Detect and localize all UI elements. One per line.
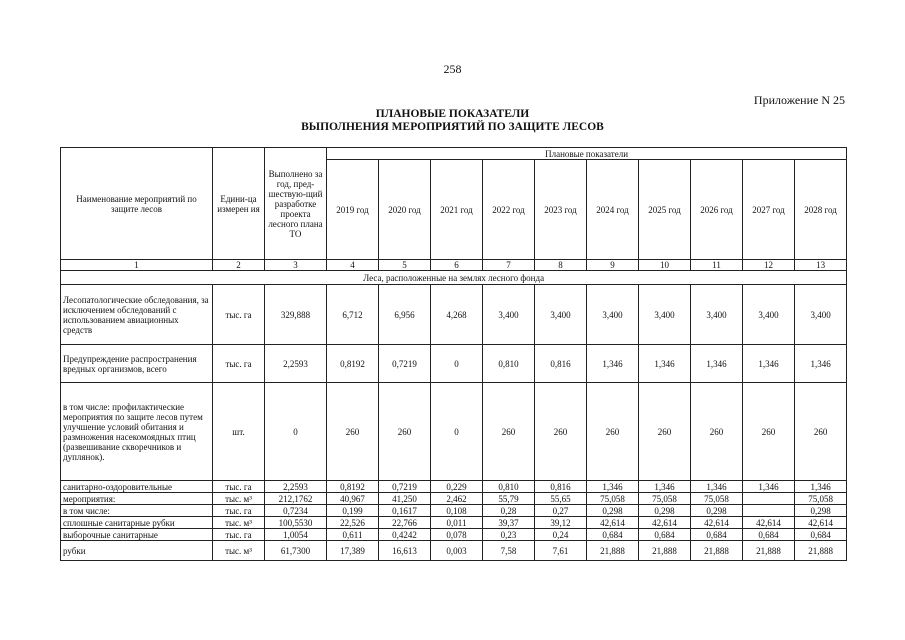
row-value: 0,816: [535, 345, 587, 383]
row-value: 1,346: [639, 345, 691, 383]
row-value: 1,346: [587, 345, 639, 383]
row-unit: тыс. га: [213, 481, 265, 493]
row-value: 4,268: [431, 285, 483, 345]
row-value: 3,400: [639, 285, 691, 345]
header-year: 2024 год: [587, 160, 639, 260]
row-value: 3,400: [743, 285, 795, 345]
row-unit: шт.: [213, 383, 265, 481]
measures-table: [60, 147, 847, 561]
row-name: санитарно-оздоровительные: [61, 481, 213, 493]
row-value: 3,400: [795, 285, 847, 345]
row-value: 260: [327, 383, 379, 481]
title-line-2: ВЫПОЛНЕНИЯ МЕРОПРИЯТИЙ ПО ЗАЩИТЕ ЛЕСОВ: [301, 121, 604, 133]
row-value: 3,400: [691, 285, 743, 345]
row-value: 1,346: [743, 481, 795, 493]
row-value: 0,199: [327, 505, 379, 517]
row-name: сплошные санитарные рубки: [61, 517, 213, 529]
column-number: 10: [639, 260, 691, 271]
row-value: 1,346: [639, 481, 691, 493]
row-value: 22,526: [327, 517, 379, 529]
row-value: 42,614: [639, 517, 691, 529]
row-value: 0,298: [795, 505, 847, 517]
row-value: 21,888: [691, 541, 743, 561]
row-value: 0,7234: [265, 505, 327, 517]
row-value: 55,79: [483, 493, 535, 505]
column-number: 5: [379, 260, 431, 271]
row-name: выборочные санитарные: [61, 529, 213, 541]
row-value: 0,1617: [379, 505, 431, 517]
row-value: 260: [379, 383, 431, 481]
row-value: 260: [691, 383, 743, 481]
row-value: 1,346: [795, 481, 847, 493]
row-value: 260: [639, 383, 691, 481]
row-value: 3,400: [587, 285, 639, 345]
table-row: [61, 481, 847, 493]
row-value: 7,58: [483, 541, 535, 561]
page-number: 258: [443, 62, 462, 76]
row-value: 75,058: [691, 493, 743, 505]
row-value: 21,888: [639, 541, 691, 561]
row-unit: тыс. га: [213, 285, 265, 345]
column-number: 1: [61, 260, 213, 271]
row-value: 21,888: [587, 541, 639, 561]
row-value: 2,2593: [265, 481, 327, 493]
row-value: 75,058: [639, 493, 691, 505]
row-value: 0,003: [431, 541, 483, 561]
column-number: 12: [743, 260, 795, 271]
header-year: 2026 год: [691, 160, 743, 260]
row-value: 42,614: [795, 517, 847, 529]
row-value: 17,389: [327, 541, 379, 561]
row-value: 75,058: [587, 493, 639, 505]
row-value: 3,400: [535, 285, 587, 345]
header-unit: Едини-ца измерен ия: [213, 148, 265, 260]
row-value: 260: [587, 383, 639, 481]
header-name: Наименование мероприятий по защите лесов: [61, 148, 213, 260]
row-value: 39,12: [535, 517, 587, 529]
section-row: [61, 271, 847, 285]
row-value: 0,816: [535, 481, 587, 493]
row-value: 0,684: [639, 529, 691, 541]
header-year: 2019 год: [327, 160, 379, 260]
row-value: 41,250: [379, 493, 431, 505]
row-value: 0,229: [431, 481, 483, 493]
row-value: 100,5530: [265, 517, 327, 529]
row-value: 21,888: [795, 541, 847, 561]
header-year: 2020 год: [379, 160, 431, 260]
row-value: 0: [431, 383, 483, 481]
row-value: 2,462: [431, 493, 483, 505]
row-unit: тыс. га: [213, 505, 265, 517]
header-year: 2023 год: [535, 160, 587, 260]
column-number: 11: [691, 260, 743, 271]
row-value: 0,28: [483, 505, 535, 517]
row-unit: тыс. м³: [213, 517, 265, 529]
row-value: 0,684: [691, 529, 743, 541]
column-number-row: [61, 260, 847, 271]
row-value: 0,684: [743, 529, 795, 541]
row-name: рубки: [61, 541, 213, 561]
title-line-1: ПЛАНОВЫЕ ПОКАЗАТЕЛИ: [375, 108, 530, 120]
header-planned: Плановые показатели: [327, 148, 847, 160]
row-value: 6,712: [327, 285, 379, 345]
row-value: 212,1762: [265, 493, 327, 505]
row-value: 0,4242: [379, 529, 431, 541]
row-value: 7,61: [535, 541, 587, 561]
row-value: 0,684: [795, 529, 847, 541]
row-value: 39,37: [483, 517, 535, 529]
row-value: 0,078: [431, 529, 483, 541]
table-row: [61, 383, 847, 481]
row-value: 329,888: [265, 285, 327, 345]
row-value: 0,298: [691, 505, 743, 517]
row-value: 42,614: [691, 517, 743, 529]
column-number: 3: [265, 260, 327, 271]
row-value: 0: [431, 345, 483, 383]
row-unit: тыс. га: [213, 345, 265, 383]
table-row: [61, 529, 847, 541]
row-value: 0: [265, 383, 327, 481]
row-value: 0,7219: [379, 481, 431, 493]
document-title: [0, 108, 905, 134]
row-value: 0,011: [431, 517, 483, 529]
header-year: 2027 год: [743, 160, 795, 260]
row-value: 75,058: [795, 493, 847, 505]
row-value: 260: [795, 383, 847, 481]
row-value: 40,967: [327, 493, 379, 505]
column-number: 7: [483, 260, 535, 271]
row-unit: тыс. м³: [213, 541, 265, 561]
row-value: 0,8192: [327, 345, 379, 383]
row-value: 0,298: [639, 505, 691, 517]
row-value: 0,23: [483, 529, 535, 541]
column-number: 9: [587, 260, 639, 271]
table-row: [61, 541, 847, 561]
row-value: 260: [743, 383, 795, 481]
row-value: 0,810: [483, 345, 535, 383]
row-value: 42,614: [587, 517, 639, 529]
column-number: 8: [535, 260, 587, 271]
row-value: 0,7219: [379, 345, 431, 383]
appendix-label: Приложение N 25: [753, 93, 845, 107]
header-year: 2028 год: [795, 160, 847, 260]
table-row: [61, 345, 847, 383]
header-row-1: [61, 148, 847, 160]
row-name: Лесопатологические обследования, за исключением обследований с использованием авиационных средств: [61, 285, 213, 345]
table-row: [61, 493, 847, 505]
row-value: 260: [483, 383, 535, 481]
row-value: 0,108: [431, 505, 483, 517]
row-value: 1,346: [691, 481, 743, 493]
row-value: 0,8192: [327, 481, 379, 493]
row-value: 1,0054: [265, 529, 327, 541]
row-value: 0,298: [587, 505, 639, 517]
header-year: 2021 год: [431, 160, 483, 260]
row-value: 1,346: [743, 345, 795, 383]
row-name: в том числе: профилактические мероприятия по защите лесов путем улучшение условий обитания и размножения насекомоядных птиц (развешивание скворечников и дуплянок).: [61, 383, 213, 481]
row-value: 260: [535, 383, 587, 481]
row-value: 0,24: [535, 529, 587, 541]
row-value: 42,614: [743, 517, 795, 529]
row-value: 0,684: [587, 529, 639, 541]
row-value: 2,2593: [265, 345, 327, 383]
section-title: Леса, расположенные на землях лесного фонда: [61, 271, 847, 285]
row-name: Предупреждение распространения вредных организмов, всего: [61, 345, 213, 383]
table-row: [61, 517, 847, 529]
column-number: 13: [795, 260, 847, 271]
row-value: 1,346: [691, 345, 743, 383]
row-name: мероприятия:: [61, 493, 213, 505]
column-number: 4: [327, 260, 379, 271]
row-value: [743, 493, 795, 505]
row-value: 0,810: [483, 481, 535, 493]
header-year: 2025 год: [639, 160, 691, 260]
row-value: 16,613: [379, 541, 431, 561]
row-value: 0,27: [535, 505, 587, 517]
row-name: в том числе:: [61, 505, 213, 517]
header-done: Выполнено за год, пред-шествую-щий разработке проекта лесного плана ТО: [265, 148, 327, 260]
row-value: 61,7300: [265, 541, 327, 561]
column-number: 2: [213, 260, 265, 271]
row-value: [743, 505, 795, 517]
row-value: 3,400: [483, 285, 535, 345]
row-unit: тыс. га: [213, 529, 265, 541]
column-number: 6: [431, 260, 483, 271]
row-value: 0,611: [327, 529, 379, 541]
row-value: 6,956: [379, 285, 431, 345]
row-value: 22,766: [379, 517, 431, 529]
row-value: 1,346: [587, 481, 639, 493]
table-row: [61, 285, 847, 345]
row-value: 55,65: [535, 493, 587, 505]
row-unit: тыс. м³: [213, 493, 265, 505]
row-value: 1,346: [795, 345, 847, 383]
table-row: [61, 505, 847, 517]
row-value: 21,888: [743, 541, 795, 561]
table-body: [61, 285, 847, 561]
header-year: 2022 год: [483, 160, 535, 260]
